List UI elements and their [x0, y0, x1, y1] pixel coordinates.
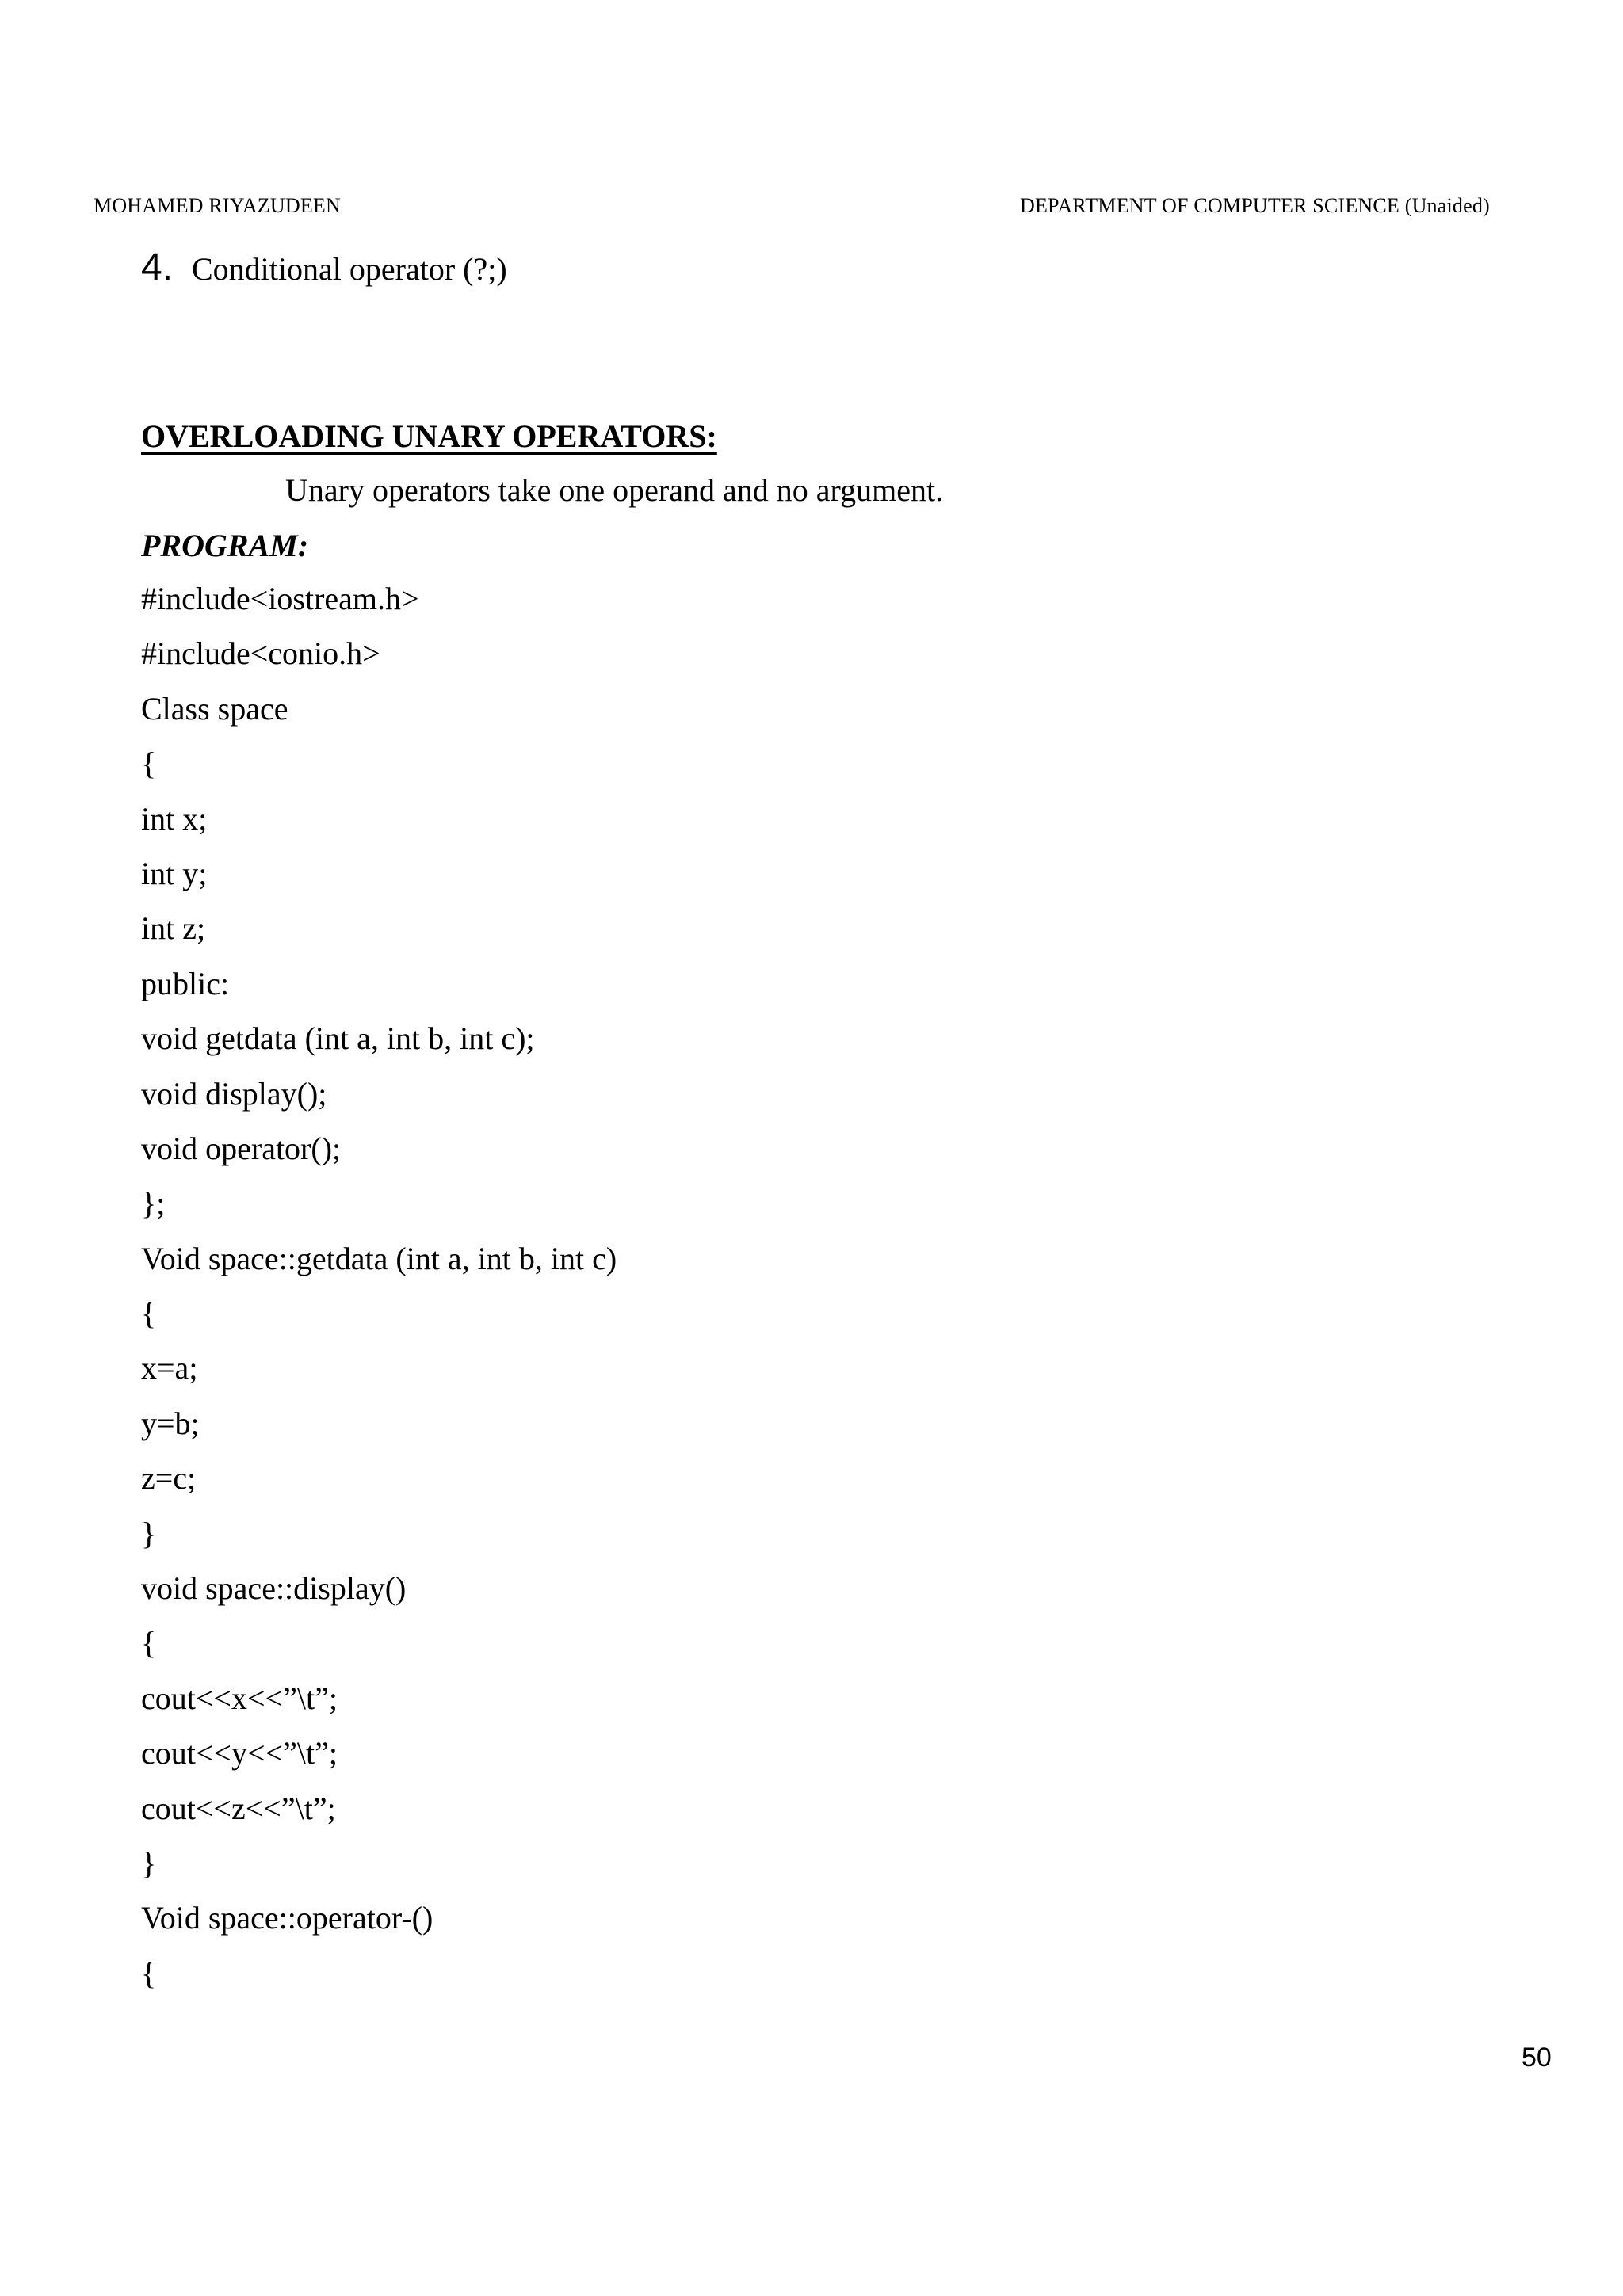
program-label: PROGRAM: [141, 528, 309, 563]
code-line: void display(); [141, 1075, 327, 1112]
code-line: } [141, 1515, 157, 1551]
code-line: }; [141, 1185, 166, 1222]
code-line: #include<conio.h> [141, 635, 380, 672]
code-line: Void space::operator-() [141, 1900, 433, 1936]
code-line: cout<<x<<”\t”; [141, 1680, 338, 1716]
code-line: cout<<z<<”\t”; [141, 1790, 336, 1826]
code-line: cout<<y<<”\t”; [141, 1735, 338, 1772]
code-line: { [141, 1295, 157, 1332]
code-line: void operator(); [141, 1130, 342, 1166]
list-item-number: 4. [141, 246, 174, 288]
code-line: { [141, 746, 157, 782]
code-line: { [141, 1625, 157, 1661]
code-line: x=a; [141, 1350, 198, 1386]
code-line: public: [141, 965, 230, 1001]
code-line: Void space::getdata (int a, int b, int c) [141, 1240, 617, 1276]
code-listing [141, 581, 617, 2010]
code-line: #include<iostream.h> [141, 581, 419, 616]
code-line: z=c; [141, 1460, 197, 1497]
header-department: DEPARTMENT OF COMPUTER SCIENCE (Unaided) [1020, 194, 1490, 217]
header-author: MOHAMED RIYAZUDEEN [94, 194, 341, 217]
code-line: } [141, 1844, 157, 1881]
code-line: Class space [141, 690, 288, 727]
code-line: int y; [141, 855, 208, 891]
section-intro: Unary operators take one operand and no argument. [285, 472, 944, 508]
list-item-conditional-operator [141, 246, 507, 289]
code-line: void space::display() [141, 1570, 407, 1607]
section-heading: OVERLOADING UNARY OPERATORS: [141, 418, 717, 454]
code-line: int x; [141, 800, 208, 837]
code-line: y=b; [141, 1405, 200, 1441]
code-line: int z; [141, 910, 206, 947]
list-item-text: Conditional operator (?;) [192, 251, 507, 287]
code-line: { [141, 1955, 157, 1991]
page-number: 50 [1522, 2042, 1552, 2073]
code-line: void getdata (int a, int b, int c); [141, 1020, 535, 1057]
